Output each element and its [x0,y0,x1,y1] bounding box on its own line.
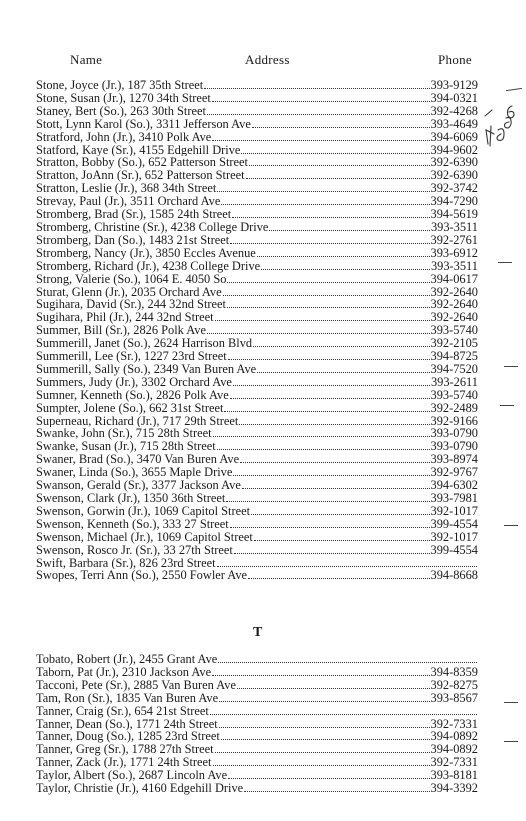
entry-name-address: Tacconi, Pete (Sr.), 2885 Van Buren Ave [36,678,236,692]
dot-leader [252,127,430,128]
directory-entry [36,182,478,195]
dot-leader [217,566,477,567]
dot-leader [237,688,430,689]
dot-leader [207,114,430,115]
entry-phone: 393-5740 [430,388,478,402]
dot-leader [261,269,430,270]
entry-phone: 394-0892 [430,743,478,757]
entry-name-address: Tanner, Greg (Sr.), 1788 27th Street [36,743,214,757]
entry-name-address: Swaner, Linda (So.), 3655 Maple Drive [36,466,233,480]
directory-entry [36,518,478,531]
entry-name-address: Sumner, Kenneth (So.), 2826 Polk Ave [36,388,229,402]
entry-phone: 393-3511 [430,259,478,273]
dot-leader [217,191,429,192]
directory-entry [36,440,478,453]
entry-name-address: Stratton, Leslie (Jr.), 368 34th Street [36,182,217,196]
entry-phone: 394-6069 [430,130,478,144]
dot-leader [212,140,429,141]
dot-leader [204,88,429,89]
entry-phone: 394-5619 [430,208,478,221]
entry-phone: 393-6912 [430,246,478,260]
section-letter-t: T [253,625,263,640]
entry-phone: 394-0892 [430,730,478,744]
directory-entry [36,466,478,479]
entry-name-address: Tanner, Craig (Sr.), 654 21st Street [36,704,209,718]
directory-entry [36,311,478,324]
entry-name-address: Sugihara, David (Sr.), 244 32nd Street [36,298,226,312]
dot-leader [227,282,429,283]
directory-entry [36,692,478,705]
dot-leader [213,436,430,437]
dot-leader [257,256,430,257]
margin-mark [504,366,518,367]
directory-entry [36,666,478,679]
entry-phone: 392-2489 [430,401,478,415]
directory-entry [36,402,478,415]
dot-leader [230,527,430,528]
directory-entry [36,260,478,273]
directory-entry [36,144,478,157]
dot-leader [217,449,430,450]
entry-name-address: Swenson, Kenneth (So.), 333 27 Street [36,517,229,531]
dot-leader [228,359,430,360]
entry-name-address: Statford, Kaye (Sr.), 4155 Edgehill Drive [36,143,241,157]
dot-leader [233,385,430,386]
entry-name-address: Summers, Judy (Jr.), 3302 Orchard Ave [36,375,232,389]
entry-name-address: Swenson, Gorwin (Jr.), 1069 Capitol Street [36,504,251,518]
dot-leader [246,178,430,179]
directory-entry [36,156,478,169]
directory-entry [36,92,478,105]
dot-leader [210,714,477,715]
dot-leader [234,553,430,554]
entry-name-address: Strong, Valerie (So.), 1064 E. 4050 So [36,272,227,286]
entry-phone: 394-7290 [430,195,478,209]
entry-name-address: Taylor, Christie (Jr.), 4160 Edgehill Drive [36,782,244,795]
entry-name-address: Swenson, Clark (Jr.), 1350 36th Street [36,492,226,505]
entry-name-address: Swaner, Brad (So.), 3470 Van Buren Ave [36,453,240,467]
entry-name-address: Stone, Susan (Jr.), 1270 34th Street [36,91,211,105]
dot-leader [207,333,430,334]
dot-leader [212,675,429,676]
directory-entry [36,118,478,131]
dot-leader [242,488,430,489]
directory-entry [36,653,478,666]
dot-leader [218,662,477,663]
entry-phone: 399-4554 [430,517,478,531]
dot-leader [240,462,429,463]
directory-entry [36,169,478,182]
directory-entry [36,544,478,557]
entry-name-address: Strevay, Paul (Jr.), 3511 Orchard Ave [36,195,221,209]
dot-leader [230,243,429,244]
directory-entry [36,756,478,769]
entry-phone: 392-7331 [430,756,478,770]
entry-name-address: Taylor, Albert (So.), 2687 Lincoln Ave [36,769,228,783]
directory-entry [36,389,478,402]
entry-phone: 394-8725 [430,350,478,363]
directory-entry [36,769,478,782]
dot-leader [223,295,430,296]
directory-entry [36,337,478,350]
directory-entry [36,350,478,363]
entry-name-address: Stratton, JoAnn (Sr.), 652 Patterson Street [36,169,245,183]
entry-phone: 392-1017 [430,530,478,544]
entry-name-address: Superneau, Richard (Jr.), 717 29th Street [36,414,239,428]
entry-name-address: Swopes, Terri Ann (So.), 2550 Fowler Ave [36,569,248,583]
directory-entry [36,492,478,505]
handwritten-note [482,96,522,148]
entry-phone: 394-0617 [430,272,478,286]
entry-phone: 394-0321 [430,91,478,105]
entry-name-address: Sturat, Glenn (Jr.), 2035 Orchard Ave [36,285,222,299]
directory-entry [36,363,478,376]
entry-phone: 394-3392 [430,782,478,795]
entry-phone: 393-0790 [430,427,478,441]
directory-entry [36,453,478,466]
dot-leader [219,701,429,702]
entry-phone: 392-6390 [430,156,478,170]
directory-entry [36,273,478,286]
entry-name-address: Swift, Barbara (Sr.), 826 23rd Street [36,556,216,570]
dot-leader [215,752,430,753]
entry-name-address: Taborn, Pat (Jr.), 2310 Jackson Ave [36,665,212,679]
entry-name-address: Sumpter, Jolene (So.), 662 31st Street [36,401,224,415]
dot-leader [253,346,429,347]
entry-name-address: Summerill, Lee (Sr.), 1227 23rd Street [36,350,227,363]
entry-phone: 392-2105 [430,337,478,351]
entry-name-address: Tanner, Doug (So.), 1285 23rd Street [36,730,220,744]
dot-leader [213,765,430,766]
entry-name-address: Stott, Lynn Karol (So.), 3311 Jefferson Ave [36,117,251,131]
entry-name-address: Summer, Bill (Sr.), 2826 Polk Ave [36,324,206,338]
margin-mark [506,88,522,91]
dot-leader [221,739,430,740]
entry-phone: 394-9602 [430,143,478,157]
column-header [0,52,526,70]
header-name: Name [70,52,103,67]
directory-entry [36,79,478,92]
entry-phone: 393-3511 [430,220,478,234]
dot-leader [224,411,429,412]
directory-entry [36,479,478,492]
directory-entry [36,730,478,743]
entry-phone: 392-2640 [430,285,478,299]
directory-entry [36,427,478,440]
entry-phone: 394-6302 [430,479,478,492]
margin-mark [504,702,518,703]
directory-entry [36,718,478,731]
dot-leader [244,791,429,792]
dot-leader [219,727,430,728]
entry-phone: 392-2640 [430,311,478,325]
entry-phone: 392-2761 [430,233,478,247]
directory-entry [36,376,478,389]
margin-mark [500,405,514,406]
entry-phone: 393-2611 [430,375,478,389]
dot-leader [254,540,430,541]
entry-phone: 392-4268 [430,104,478,118]
entry-phone: 394-8668 [430,569,478,583]
dot-leader [248,578,429,579]
entry-name-address: Summerill, Janet (So.), 2624 Harrison Blvd [36,337,253,351]
entry-phone: 392-1017 [430,504,478,518]
dot-leader [232,217,429,218]
directory-entry [36,324,478,337]
s-directory-list [36,79,478,582]
entry-name-address: Tanner, Zack (Jr.), 1771 24th Street [36,756,212,770]
dot-leader [215,320,430,321]
directory-entry [36,569,478,582]
directory-entry [36,105,478,118]
dot-leader [230,398,430,399]
entry-name-address: Swenson, Michael (Jr.), 1069 Capitol Street [36,530,253,544]
t-directory-list [36,653,478,795]
entry-phone: 392-6390 [430,169,478,183]
entry-phone: 393-8974 [430,453,478,467]
directory-entry [36,221,478,234]
directory-entry [36,298,478,311]
entry-name-address: Swanson, Gerald (Sr.), 3377 Jackson Ave [36,479,241,492]
entry-name-address: Sugihara, Phil (Jr.), 244 32nd Street [36,311,214,325]
entry-phone: 393-9129 [430,79,478,92]
entry-name-address: Stromberg, Christine (Sr.), 4238 College Drive [36,220,269,234]
entry-name-address: Stromberg, Richard (Jr.), 4238 College Drive [36,259,261,273]
directory-entry [36,531,478,544]
directory-entry [36,415,478,428]
margin-mark [498,262,512,263]
entry-name-address: Tam, Ron (Sr.), 1835 Van Buren Ave [36,691,219,705]
entry-phone: 393-8181 [430,769,478,783]
entry-phone: 393-4649 [430,117,478,131]
entry-phone: 394-8359 [430,665,478,679]
directory-entry [36,195,478,208]
entry-phone: 392-7331 [430,717,478,731]
dot-leader [233,475,429,476]
directory-entry [36,131,478,144]
entry-name-address: Tobato, Robert (Jr.), 2455 Grant Ave [36,653,218,666]
entry-name-address: Stratford, John (Jr.), 3410 Polk Ave [36,130,212,144]
directory-entry [36,247,478,260]
dot-leader [269,230,430,231]
dot-leader [257,372,429,373]
entry-phone: 399-4554 [430,543,478,557]
entry-phone: 393-8567 [430,691,478,705]
margin-mark [504,741,518,742]
dot-leader [239,424,429,425]
dot-leader [212,101,430,102]
entry-name-address: Swanke, Susan (Jr.), 715 28th Street [36,440,216,454]
entry-name-address: Stone, Joyce (Jr.), 187 35th Street [36,79,204,92]
entry-phone: 392-8275 [430,678,478,692]
dot-leader [249,165,429,166]
dot-leader [226,501,429,502]
entry-name-address: Stromberg, Dan (So.), 1483 21st Street [36,233,230,247]
directory-entry [36,208,478,221]
margin-mark [504,525,518,526]
entry-phone: 392-9767 [430,466,478,480]
entry-name-address: Stromberg, Nancy (Jr.), 3850 Eccles Avenue [36,246,256,260]
entry-phone: 392-2640 [430,298,478,312]
directory-entry [36,234,478,247]
directory-entry [36,743,478,756]
dot-leader [241,153,429,154]
entry-name-address: Stratton, Bobby (So.), 652 Patterson Street [36,156,249,170]
entry-phone: 392-3742 [430,182,478,196]
entry-name-address: Summerill, Sally (So.), 2349 Van Buren Ave [36,362,257,376]
entry-name-address: Stromberg, Brad (Sr.), 1585 24th Street [36,208,232,221]
directory-entry [36,557,478,570]
dot-leader [251,514,429,515]
dot-leader [227,307,430,308]
directory-entry [36,679,478,692]
entry-name-address: Swenson, Rosco Jr. (Sr.), 33 27th Street [36,543,233,557]
entry-phone: 394-7520 [430,362,478,376]
dot-leader [221,204,429,205]
dot-leader [228,778,429,779]
entry-name-address: Tanner, Dean (So.), 1771 24th Street [36,717,218,731]
entry-name-address: Swanke, John (Sr.), 715 28th Street [36,427,212,441]
directory-entry [36,286,478,299]
header-phone: Phone [438,52,472,67]
entry-phone: 393-0790 [430,440,478,454]
directory-entry [36,705,478,718]
header-address: Address [245,52,290,67]
entry-phone: 393-5740 [430,324,478,338]
entry-phone: 393-7981 [430,492,478,505]
directory-entry [36,505,478,518]
entry-phone: 392-9166 [430,414,478,428]
directory-entry [36,782,478,795]
entry-name-address: Staney, Bert (So.), 263 30th Street [36,104,206,118]
